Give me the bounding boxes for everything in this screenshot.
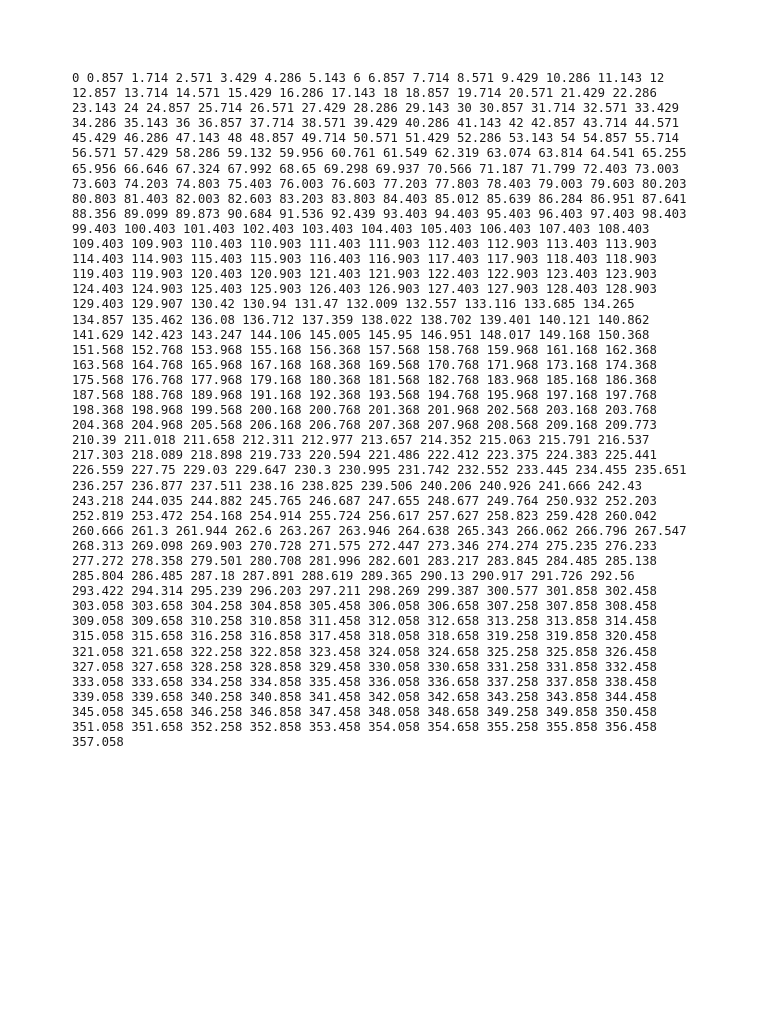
number-line: 109.403 109.903 110.403 110.903 111.403 111.903 112.403 112.903 113.403 113.903 — [72, 237, 657, 252]
number-line: 236.257 236.877 237.511 238.16 238.825 239.506 240.206 240.926 241.666 242.43 — [72, 478, 643, 493]
number-line: 309.058 309.658 310.258 310.858 311.458 312.058 312.658 313.258 313.858 314.458 — [72, 614, 657, 629]
number-line: 339.058 339.658 340.258 340.858 341.458 342.058 342.658 343.258 343.858 344.458 — [72, 689, 657, 704]
number-line: 114.403 114.903 115.403 115.903 116.403 116.903 117.403 117.903 118.403 118.903 — [72, 252, 657, 267]
number-line: 252.819 253.472 254.168 254.914 255.724 256.617 257.627 258.823 259.428 260.042 — [72, 508, 657, 523]
number-line: 345.058 345.658 346.258 346.858 347.458 348.058 348.658 349.258 349.858 350.458 — [72, 704, 657, 719]
number-line: 315.058 315.658 316.258 316.858 317.458 318.058 318.658 319.258 319.858 320.458 — [72, 629, 657, 644]
number-line: 333.058 333.658 334.258 334.858 335.458 336.058 336.658 337.258 337.858 338.458 — [72, 674, 657, 689]
number-line: 260.666 261.3 261.944 262.6 263.267 263.946 264.638 265.343 266.062 266.796 267.547 — [72, 523, 687, 538]
number-line: 65.956 66.646 67.324 67.992 68.65 69.298 69.937 70.566 71.187 71.799 72.403 73.003 — [72, 161, 680, 176]
number-line: 351.058 351.658 352.258 352.858 353.458 354.058 354.658 355.258 355.858 356.458 — [72, 720, 657, 735]
number-line: 73.603 74.203 74.803 75.403 76.003 76.603 77.203 77.803 78.403 79.003 79.603 80.203 — [72, 176, 687, 191]
number-line: 119.403 119.903 120.403 120.903 121.403 121.903 122.403 122.903 123.403 123.903 — [72, 267, 657, 282]
number-line: 134.857 135.462 136.08 136.712 137.359 138.022 138.702 139.401 140.121 140.862 — [72, 312, 650, 327]
number-text-block — [72, 71, 722, 750]
number-line: 217.303 218.089 218.898 219.733 220.594 221.486 222.412 223.375 224.383 225.441 — [72, 448, 657, 463]
number-line: 141.629 142.423 143.247 144.106 145.005 145.95 146.951 148.017 149.168 150.368 — [72, 327, 650, 342]
number-line: 80.803 81.403 82.003 82.603 83.203 83.803 84.403 85.012 85.639 86.284 86.951 87.641 — [72, 191, 687, 206]
number-line: 175.568 176.768 177.968 179.168 180.368 181.568 182.768 183.968 185.168 186.368 — [72, 372, 657, 387]
number-line: 88.356 89.099 89.873 90.684 91.536 92.439 93.403 94.403 95.403 96.403 97.403 98.403 — [72, 206, 687, 221]
number-line: 327.058 327.658 328.258 328.858 329.458 330.058 330.658 331.258 331.858 332.458 — [72, 659, 657, 674]
number-line: 163.568 164.768 165.968 167.168 168.368 169.568 170.768 171.968 173.168 174.368 — [72, 357, 657, 372]
number-line: 0 0.857 1.714 2.571 3.429 4.286 5.143 6 6.857 7.714 8.571 9.429 10.286 11.143 12 — [72, 71, 665, 85]
number-line: 56.571 57.429 58.286 59.132 59.956 60.761 61.549 62.319 63.074 63.814 64.541 65.255 — [72, 146, 687, 161]
number-line: 23.143 24 24.857 25.714 26.571 27.429 28.286 29.143 30 30.857 31.714 32.571 33.429 — [72, 101, 680, 116]
number-line: 129.403 129.907 130.42 130.94 131.47 132.009 132.557 133.116 133.685 134.265 — [72, 297, 635, 312]
number-line: 243.218 244.035 244.882 245.765 246.687 247.655 248.677 249.764 250.932 252.203 — [72, 493, 657, 508]
number-line: 45.429 46.286 47.143 48 48.857 49.714 50.571 51.429 52.286 53.143 54 54.857 55.714 — [72, 131, 680, 146]
number-line: 226.559 227.75 229.03 229.647 230.3 230.995 231.742 232.552 233.445 234.455 235.651 — [72, 463, 687, 478]
number-line: 198.368 198.968 199.568 200.168 200.768 201.368 201.968 202.568 203.168 203.768 — [72, 403, 657, 418]
number-line: 210.39 211.018 211.658 212.311 212.977 213.657 214.352 215.063 215.791 216.537 — [72, 433, 650, 448]
number-line: 34.286 35.143 36 36.857 37.714 38.571 39.429 40.286 41.143 42 42.857 43.714 44.571 — [72, 116, 680, 131]
number-line: 285.804 286.485 287.18 287.891 288.619 289.365 290.13 290.917 291.726 292.56 — [72, 569, 635, 584]
number-line: 268.313 269.098 269.903 270.728 271.575 272.447 273.346 274.274 275.235 276.233 — [72, 538, 657, 553]
number-line: 151.568 152.768 153.968 155.168 156.368 157.568 158.768 159.968 161.168 162.368 — [72, 342, 657, 357]
number-line: 303.058 303.658 304.258 304.858 305.458 306.058 306.658 307.258 307.858 308.458 — [72, 599, 657, 614]
number-line: 204.368 204.968 205.568 206.168 206.768 207.368 207.968 208.568 209.168 209.773 — [72, 418, 657, 433]
number-line: 321.058 321.658 322.258 322.858 323.458 324.058 324.658 325.258 325.858 326.458 — [72, 644, 657, 659]
number-line: 277.272 278.358 279.501 280.708 281.996 282.601 283.217 283.845 284.485 285.138 — [72, 554, 657, 568]
number-line: 99.403 100.403 101.403 102.403 103.403 104.403 105.403 106.403 107.403 108.403 — [72, 221, 650, 236]
number-line: 293.422 294.314 295.239 296.203 297.211 298.269 299.387 300.577 301.858 302.458 — [72, 584, 657, 599]
number-line: 124.403 124.903 125.403 125.903 126.403 126.903 127.403 127.903 128.403 128.903 — [72, 282, 657, 297]
number-line: 187.568 188.768 189.968 191.168 192.368 193.568 194.768 195.968 197.168 197.768 — [72, 387, 657, 402]
number-line: 12.857 13.714 14.571 15.429 16.286 17.143 18 18.857 19.714 20.571 21.429 22.286 — [72, 86, 657, 101]
number-line: 357.058 — [72, 735, 124, 750]
